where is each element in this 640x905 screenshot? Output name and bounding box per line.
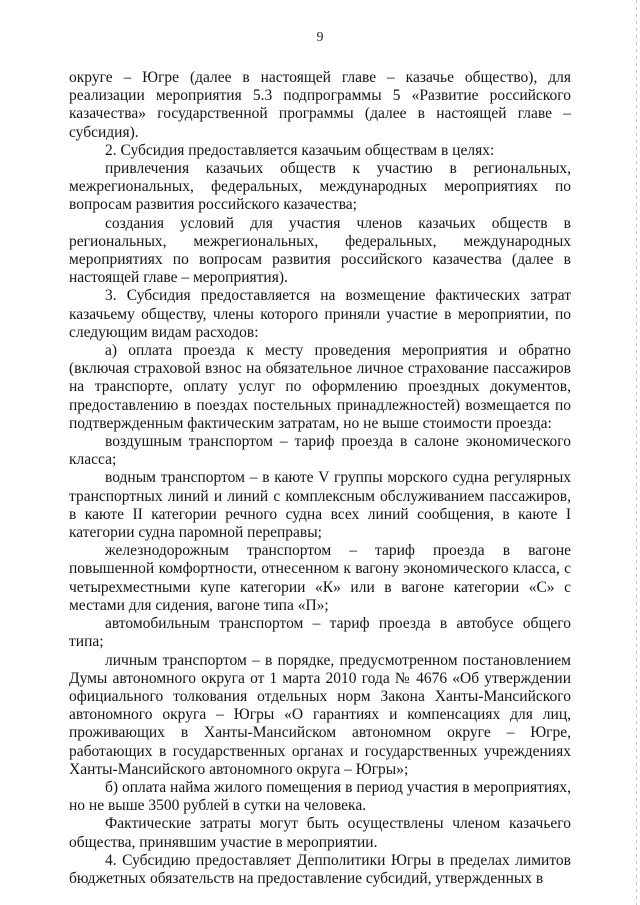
paragraph-water-transport: водным транспортом – в каюте V группы морского судна регулярных транспортных линий и линий с комплексным обслуживанием пассажиров, в каюте II категории речного судна всех линий сообщения, в каюте I категории судна паромной переправы; <box>69 469 571 542</box>
paragraph-actual-costs: Фактические затраты могут быть осуществлены членом казачьего общества, принявшим участие в мероприятии. <box>69 815 571 851</box>
paragraph-clause-2: 2. Субсидия предоставляется казачьим обществам в целях: <box>105 141 495 159</box>
paragraph-rail-transport: железнодорожным транспортом – тариф проезда в вагоне повышенной комфортности, отнесенном к вагону экономического класса, с четырехместными купе категории «К» или в вагоне категории «С» с местами для сидения, вагоне типа «П»; <box>69 542 571 614</box>
paragraph-goal-1: привлечения казачьих обществ к участию в региональных, межрегиональных, федеральных, международных мероприятиях по вопросам развития российского казачества; <box>69 160 571 214</box>
paragraph-personal-transport: личным транспортом – в порядке, предусмотренном постановлением Думы автономного округа от 1 марта 2010 года № 4676 «Об утверждении официального толкования отдельных норм Закона Ханты-Мансийского автономного округа – Югры «О гарантиях и компенсациях для лиц, проживающих в Ханты-Мансийском автономном округе – Югре, работающих в государственных органах и государственных учреждениях Ханты-Мансийского автономного округа – Югры»; <box>69 651 571 778</box>
paragraph-continuation: округе – Югре (далее в настоящей главе – казачье общество), для реализации мероприятия 5.3 подпрограммы 5 «Развитие российского казачества» государственной программы (далее в настоящей главе – субсидия). <box>69 69 571 141</box>
paragraph-clause-4: 4. Субсидию предоставляет Депполитики Югры в пределах лимитов бюджетных обязательств на предоставление субсидий, утвержденных в <box>69 851 571 887</box>
document-body <box>69 69 571 888</box>
paragraph-goal-2: создания условий для участия членов казачьих обществ в региональных, межрегиональных, федеральных, международных мероприятиях по вопросам развития российского казачества (далее в настоящей главе – мероприятия). <box>69 214 571 287</box>
paragraph-air-transport: воздушным транспортом – тариф проезда в салоне экономического класса; <box>69 433 571 469</box>
paragraph-item-a: а) оплата проезда к месту проведения мероприятия и обратно (включая страховой взнос на обязательное личное страхование пассажиров на транспорте, оплату услуг по оформлению проездных документов, предоставлению в поездах постельных принадлежностей) возмещается по подтвержденным фактическим затратам, но не выше стоимости проезда: <box>69 342 571 432</box>
paragraph-road-transport: автомобильным транспортом – тариф проезда в автобусе общего типа; <box>69 615 571 651</box>
paragraph-clause-3: 3. Субсидия предоставляется на возмещение фактических затрат казачьему обществу, члены которого приняли участие в мероприятии, по следующим видам расходов: <box>69 287 571 341</box>
paragraph-item-b: б) оплата найма жилого помещения в период участия в мероприятиях, но не выше 3500 рублей в сутки на человека. <box>69 778 571 815</box>
page-number: 9 <box>316 30 324 45</box>
scan-edge-line <box>636 0 637 905</box>
